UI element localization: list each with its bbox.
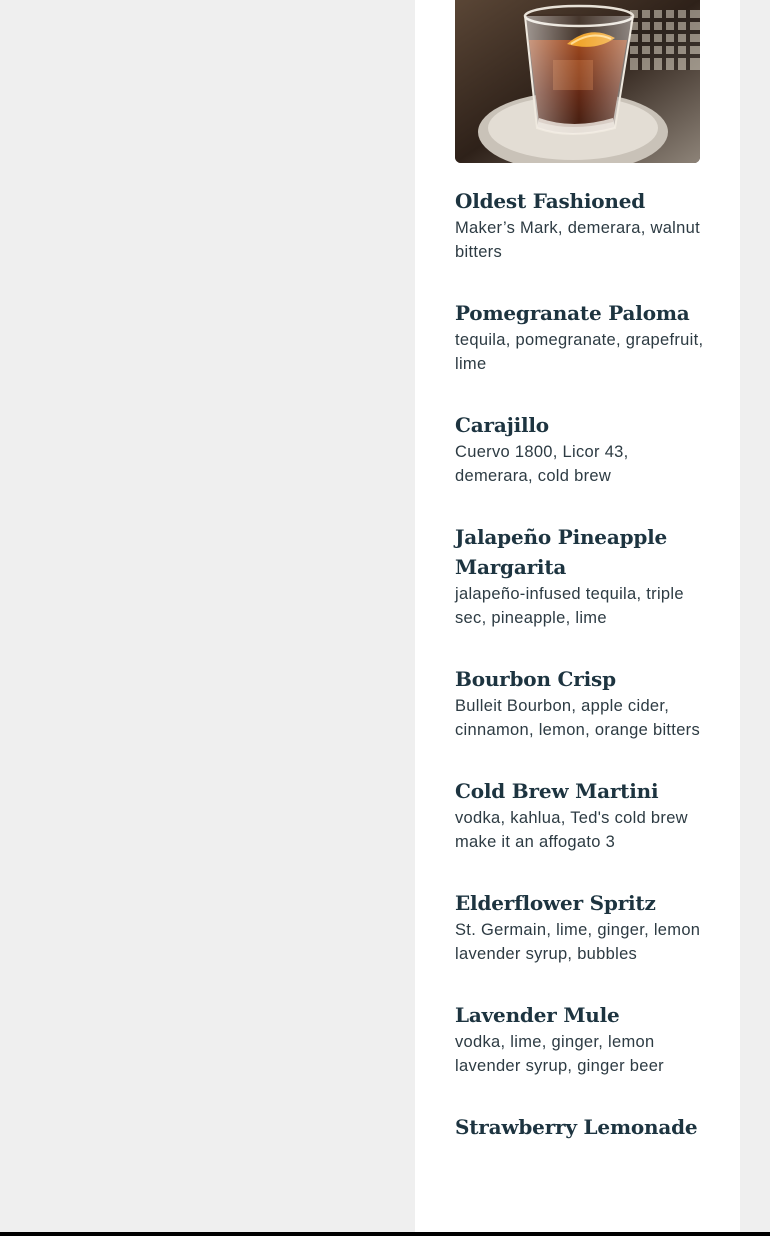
- menu-item-pomegranate-paloma: [455, 298, 705, 410]
- menu-item-strawberry-lemonade: [455, 1112, 705, 1176]
- item-name: Jalapeño Pineapple Margarita: [455, 525, 668, 579]
- item-name: Carajillo: [455, 413, 549, 437]
- menu-item-lavender-mule: [455, 1000, 705, 1112]
- item-name: Cold Brew Martini: [455, 779, 659, 803]
- item-name: Strawberry Lemonade: [455, 1115, 698, 1139]
- item-name: Pomegranate Paloma: [455, 301, 690, 325]
- item-name: Lavender Mule: [455, 1003, 620, 1027]
- old-fashioned-image: [455, 0, 700, 163]
- menu-item-oldest-fashioned: [455, 186, 705, 298]
- bottom-edge-bar: [0, 1232, 770, 1236]
- cocktail-photo: [455, 0, 700, 163]
- item-name: Oldest Fashioned: [455, 189, 646, 213]
- item-description: tequila, pomegranate, grapefruit, lime: [455, 331, 704, 373]
- cocktail-menu-list: [455, 186, 705, 1176]
- item-description: vodka, lime, ginger, lemon lavender syrup, ginger beer: [455, 1033, 664, 1075]
- item-description: Cuervo 1800, Licor 43, demerara, cold brew: [455, 443, 629, 485]
- item-name: Bourbon Crisp: [455, 667, 616, 691]
- item-name: Elderflower Spritz: [455, 891, 656, 915]
- menu-item-bourbon-crisp: [455, 664, 705, 776]
- menu-item-carajillo: [455, 410, 705, 522]
- menu-panel: [415, 0, 740, 1236]
- item-description: Maker’s Mark, demerara, walnut bitters: [455, 219, 700, 261]
- item-description: St. Germain, lime, ginger, lemon lavender syrup, bubbles: [455, 921, 701, 963]
- item-description: Bulleit Bourbon, apple cider, cinnamon, lemon, orange bitters: [455, 697, 701, 739]
- menu-item-jalapeno-pineapple-margarita: [455, 522, 705, 664]
- item-description: jalapeño-infused tequila, triple sec, pineapple, lime: [455, 585, 684, 627]
- menu-item-elderflower-spritz: [455, 888, 705, 1000]
- item-description: vodka, kahlua, Ted's cold brew make it an affogato 3: [455, 809, 688, 851]
- menu-item-cold-brew-martini: [455, 776, 705, 888]
